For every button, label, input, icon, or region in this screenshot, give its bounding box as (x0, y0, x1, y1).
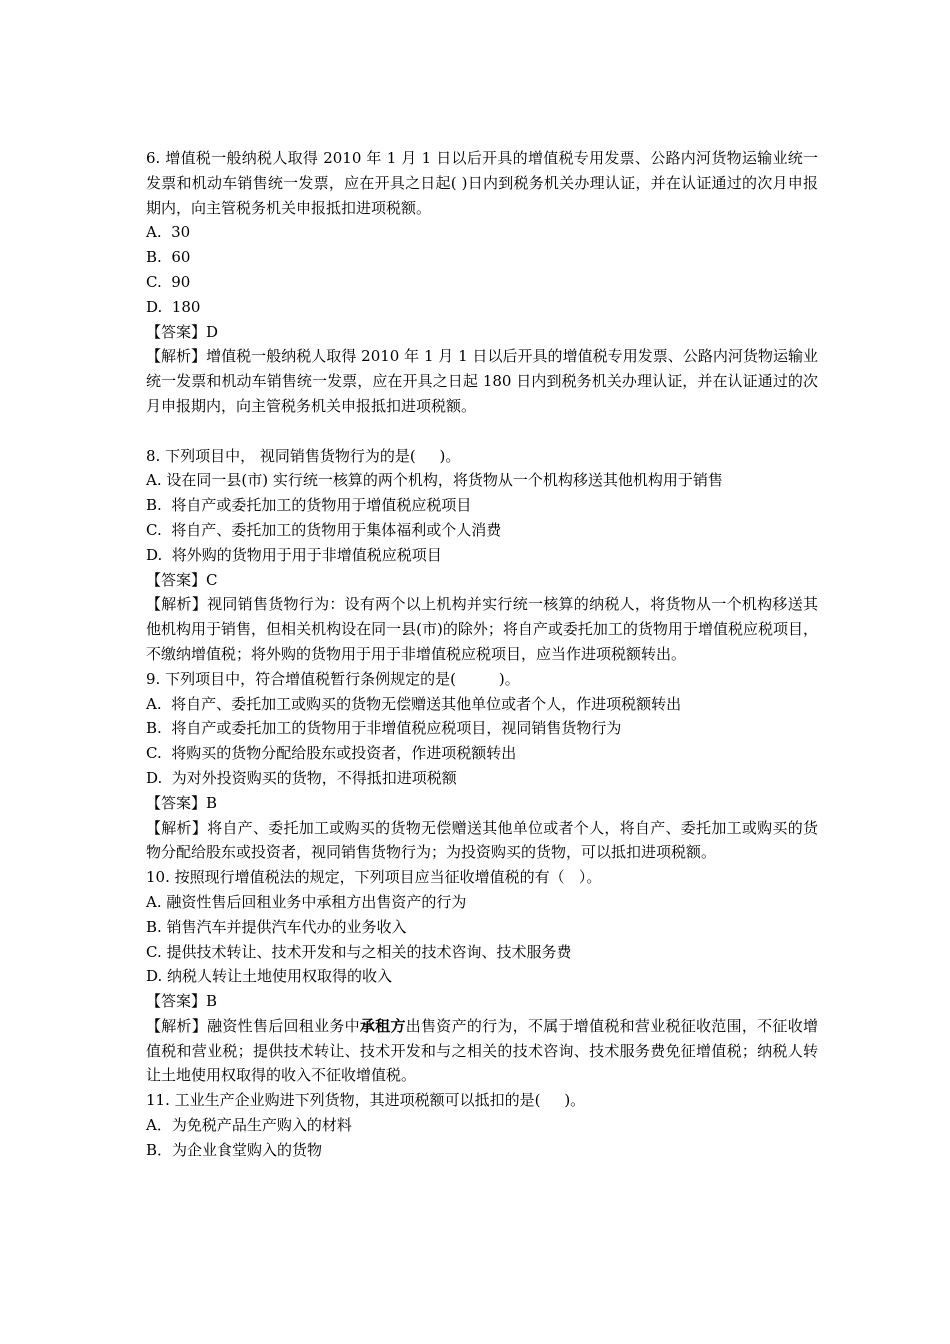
analysis-lead: 【解析】融资性售后回租业务中 (146, 1016, 360, 1035)
blank-line (146, 419, 818, 444)
question-6 (146, 146, 818, 419)
analysis: 【解析】增值税一般纳税人取得 2010 年 1 月 1 日以后开具的增值税专用发票、公路内河货物运输业统一发票和机动车销售统一发票，应在开具之日起 180 日内到税务机关办理认证，并在认证通过的次月申报期内，向主管税务机关申报抵扣进项税额。 (146, 347, 818, 415)
analysis (146, 1014, 818, 1088)
option-d: D. 为对外投资购买的货物，不得抵扣进项税额 (146, 768, 457, 787)
option-d: D. 纳税人转让土地使用权取得的收入 (146, 967, 393, 986)
option-c: C. 提供技术转让、技术开发和与之相关的技术咨询、技术服务费 (146, 942, 572, 961)
question-8 (146, 444, 818, 667)
analysis-rest: 出售资产的行为，不属于增值税和营业税征收范围，不征收增值税和营业税；提供技术转让、技术开发和与之相关的技术咨询、技术服务费免征增值税；纳税人转让土地使用权取得的收入不征收增值税。 (146, 1016, 818, 1085)
question-11 (146, 1088, 818, 1162)
question-stem: 8. 下列项目中， 视同销售货物行为的是( )。 (146, 446, 461, 465)
option-d: D. 将外购的货物用于用于非增值税应税项目 (146, 545, 442, 564)
question-stem: 6. 增值税一般纳税人取得 2010 年 1 月 1 日以后开具的增值税专用发票、公路内河货物运输业统一发票和机动车销售统一发票，应在开具之日起( )日内到税务机关办理认证，并在认证通过的次月申报期内，向主管税务机关申报抵扣进项税额。 (146, 149, 818, 217)
option-b: B. 60 (146, 248, 191, 267)
option-c: C. 将自产、委托加工的货物用于集体福利或个人消费 (146, 520, 502, 539)
option-a: A. 设在同一县(市) 实行统一核算的两个机构，将货物从一个机构移送其他机构用于销售 (146, 471, 723, 490)
option-a: A．为免税产品生产购入的材料 (146, 1116, 352, 1135)
analysis-bold-term: 承租方 (359, 1016, 406, 1035)
analysis: 【解析】视同销售货物行为：设有两个以上机构并实行统一核算的纳税人，将货物从一个机构移送其他机构用于销售，但相关机构设在同一县(市)的除外；将自产或委托加工的货物用于增值税应税项目，不缴纳增值税；将外购的货物用于用于非增值税应税项目，应当作进项税额转出。 (146, 595, 818, 663)
answer: 【答案】B (146, 793, 218, 812)
answer: 【答案】D (146, 322, 219, 341)
option-b: B．为企业食堂购入的货物 (146, 1140, 323, 1159)
option-a: A. 30 (146, 223, 191, 242)
analysis: 【解析】将自产、委托加工或购买的货物无偿赠送其他单位或者个人，将自产、委托加工或购买的货物分配给股东或投资者，视同销售货物行为；为投资购买的货物，可以抵扣进项税额。 (146, 818, 818, 862)
option-c: C. 将购买的货物分配给股东或投资者，作进项税额转出 (146, 744, 517, 763)
question-9 (146, 667, 818, 865)
question-stem: 9. 下列项目中，符合增值税暂行条例规定的是( )。 (146, 669, 520, 688)
option-c: C. 90 (146, 272, 191, 291)
option-b: B. 销售汽车并提供汽车代办的业务收入 (146, 917, 407, 936)
option-a: A. 融资性售后回租业务中承租方出售资产的行为 (146, 892, 467, 911)
question-stem: 10. 按照现行增值税法的规定，下列项目应当征收增值税的有（ ）。 (146, 868, 602, 887)
answer: 【答案】B (146, 992, 218, 1011)
document-page (146, 146, 818, 1163)
question-stem: 11. 工业生产企业购进下列货物，其进项税额可以抵扣的是( )。 (146, 1091, 586, 1110)
option-a: A. 将自产、委托加工或购买的货物无偿赠送其他单位或者个人，作进项税额转出 (146, 694, 682, 713)
question-10 (146, 865, 818, 1088)
option-b: B. 将自产或委托加工的货物用于增值税应税项目 (146, 496, 472, 515)
answer: 【答案】C (146, 570, 218, 589)
option-d: D. 180 (146, 297, 201, 316)
option-b: B. 将自产或委托加工的货物用于非增值税应税项目，视同销售货物行为 (146, 719, 622, 738)
